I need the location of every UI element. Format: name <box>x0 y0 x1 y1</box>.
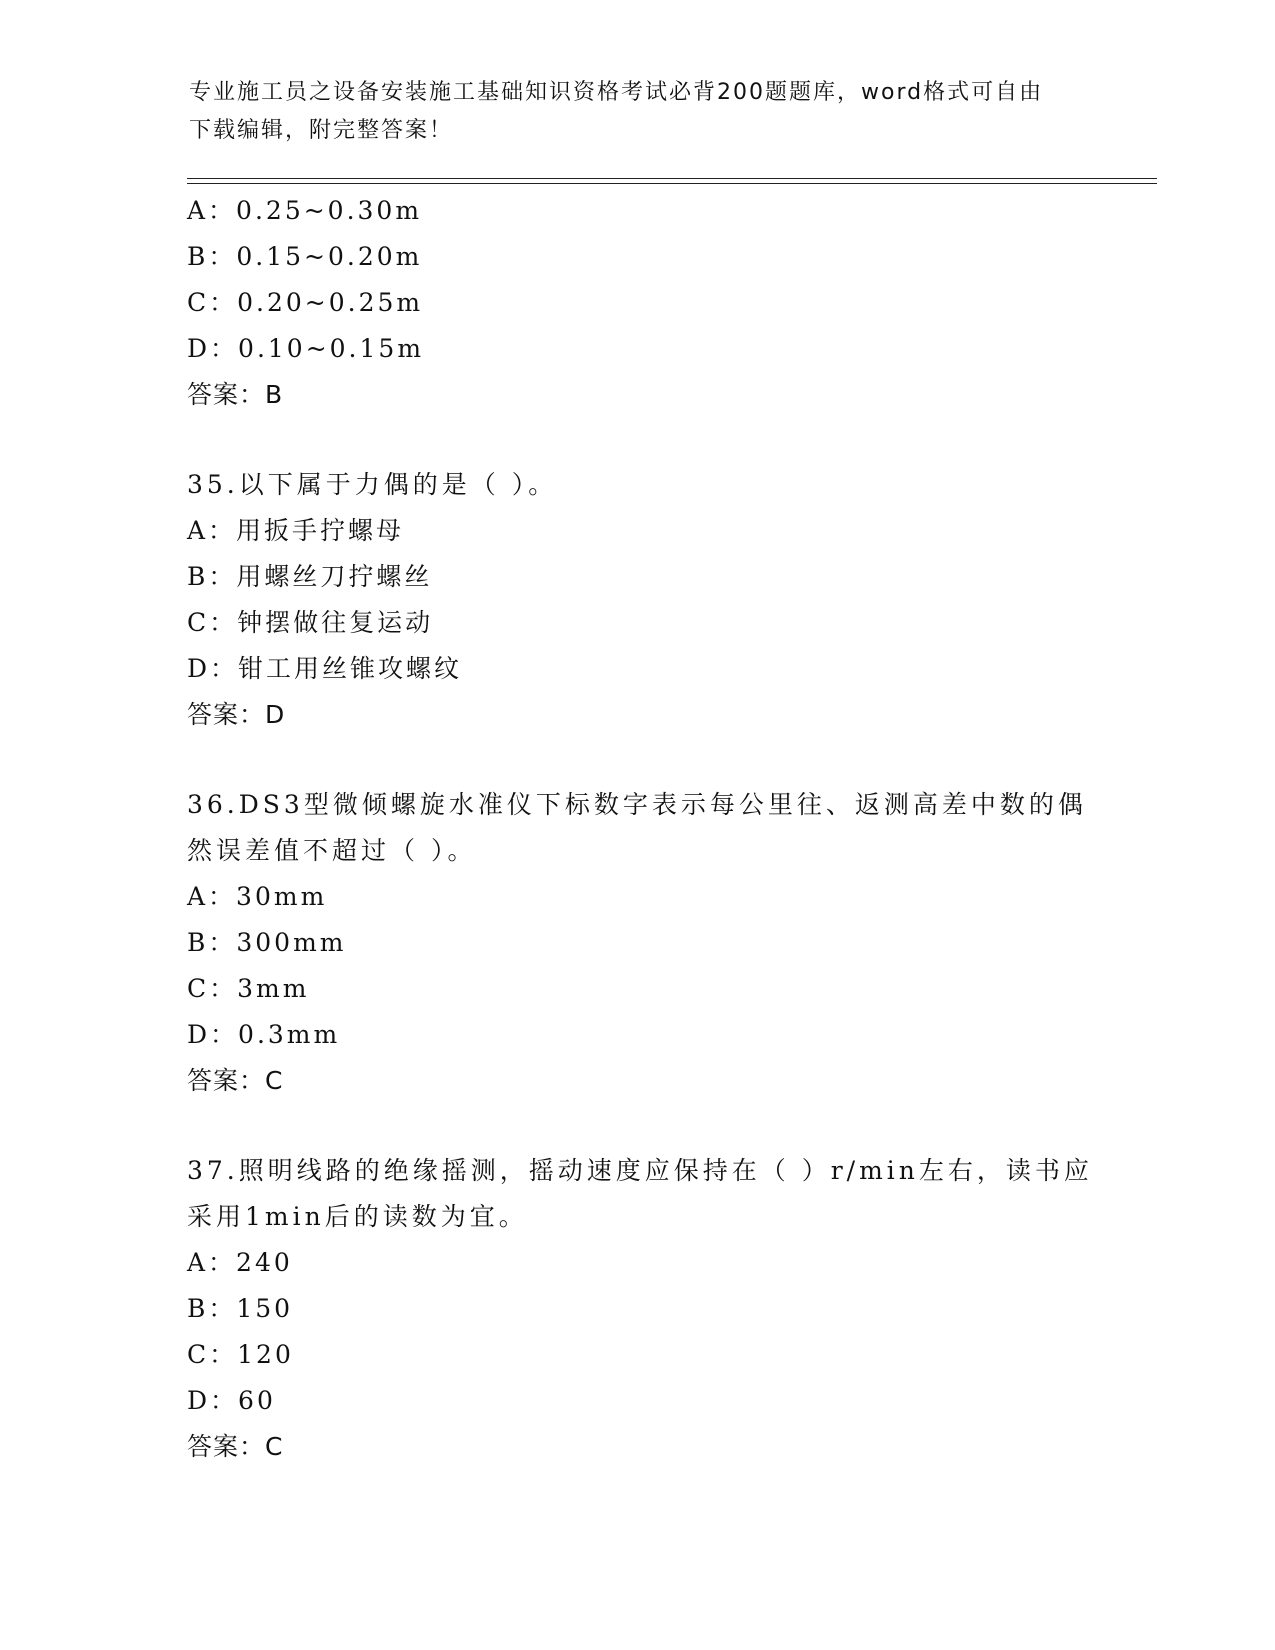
question-text-line-2: 采用1min后的读数为宜。 <box>187 1202 528 1231</box>
option-b: B：300mm <box>187 928 347 957</box>
option-a: A：用扳手拧螺母 <box>187 516 405 545</box>
question-text-line-2: 然误差值不超过（ ）。 <box>187 836 477 865</box>
option-d: D：钳工用丝锥攻螺纹 <box>187 654 463 683</box>
answer-label: 答案：D <box>187 700 286 729</box>
option-b: B：用螺丝刀拧螺丝 <box>187 562 433 591</box>
question-text-line-1: 37.照明线路的绝缘摇测，摇动速度应保持在（ ）r/min左右，读书应 <box>187 1156 1093 1185</box>
answer-label: 答案：C <box>187 1432 284 1461</box>
answer-label: 答案：C <box>187 1066 284 1095</box>
option-a: A：0.25~0.30m <box>187 196 423 225</box>
option-d: D：60 <box>187 1386 276 1415</box>
header-divider <box>187 178 1157 184</box>
question-list <box>187 188 1107 1470</box>
spacer <box>187 1104 1107 1148</box>
option-c: C：0.20~0.25m <box>187 288 424 317</box>
question-35-block <box>187 462 1107 738</box>
option-d: D：0.3mm <box>187 1020 341 1049</box>
option-a: A：240 <box>187 1248 293 1277</box>
header-line-2: 下载编辑，附完整答案！ <box>189 118 454 143</box>
document-header <box>189 74 1089 150</box>
option-b: B：0.15~0.20m <box>187 242 423 271</box>
option-b: B：150 <box>187 1294 294 1323</box>
question-text-line-1: 36.DS3型微倾螺旋水准仪下标数字表示每公里往、返测高差中数的偶 <box>187 790 1087 819</box>
question-36-block <box>187 782 1107 1104</box>
option-c: C：120 <box>187 1340 294 1369</box>
question-37-block <box>187 1148 1107 1470</box>
option-d: D：0.10~0.15m <box>187 334 425 363</box>
answer-label: 答案：B <box>187 380 284 409</box>
spacer <box>187 418 1107 462</box>
question-34-block <box>187 188 1107 418</box>
option-c: C：3mm <box>187 974 310 1003</box>
option-a: A：30mm <box>187 882 328 911</box>
question-text: 35.以下属于力偶的是（ ）。 <box>187 470 558 499</box>
option-c: C：钟摆做往复运动 <box>187 608 434 637</box>
spacer <box>187 738 1107 782</box>
header-line-1: 专业施工员之设备安装施工基础知识资格考试必背200题题库，word格式可自由 <box>189 80 1044 105</box>
